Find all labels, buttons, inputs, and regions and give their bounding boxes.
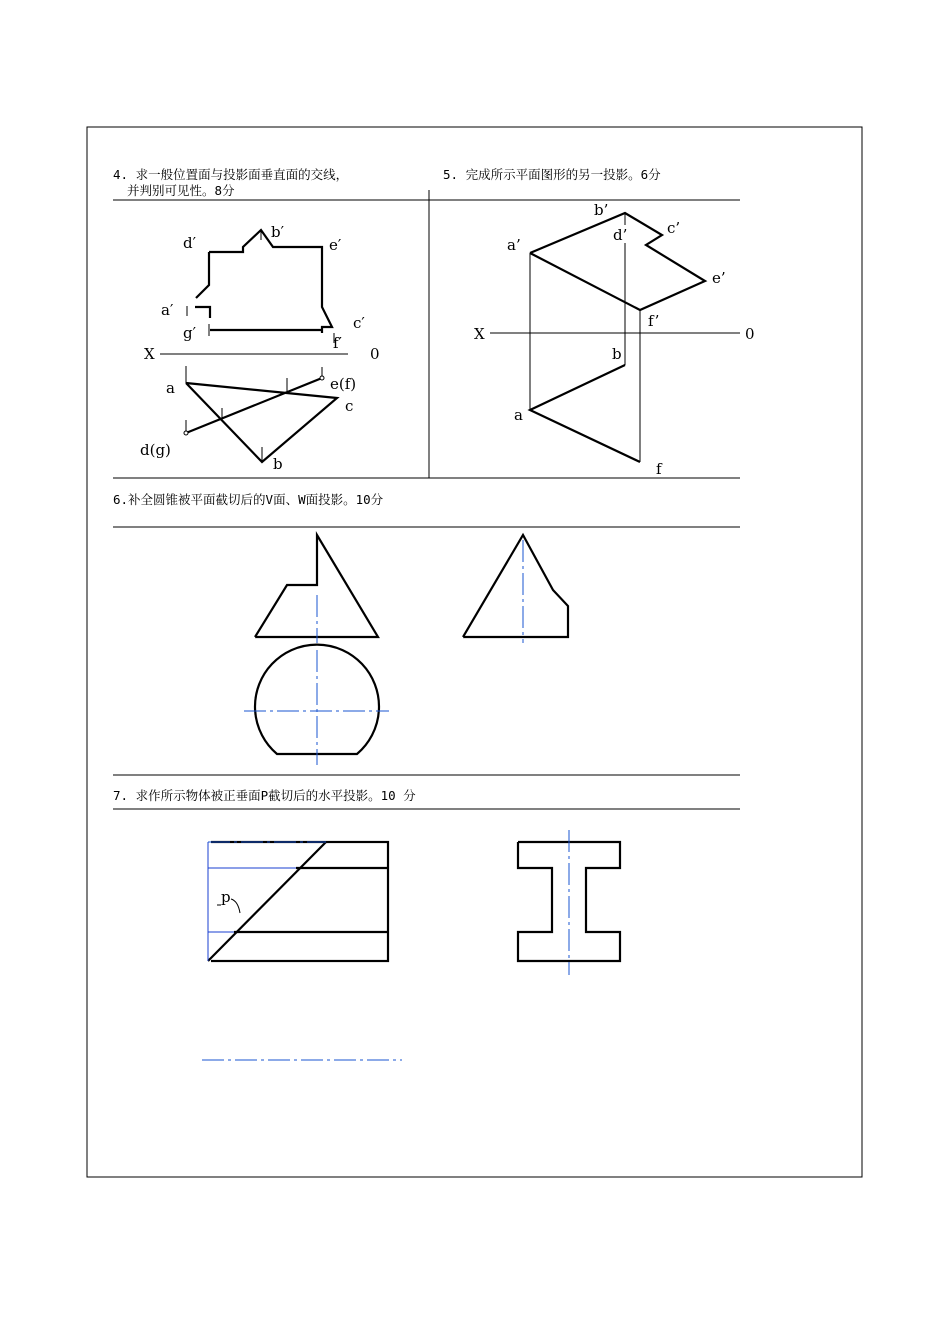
q5-title: 5. 完成所示平面图形的另一投影。6分 <box>443 167 661 182</box>
q4-label-b-prime: b′ <box>271 223 285 241</box>
q4-label-f-prime: f′ <box>333 334 342 352</box>
q4-label-a: a <box>166 379 175 397</box>
q5-label-f: f <box>656 460 662 478</box>
q4-label-ef: e(f) <box>330 375 357 393</box>
q4-label-c: c <box>345 397 354 415</box>
q4-v-outline-main <box>209 230 332 333</box>
q4-label-e-prime: e′ <box>329 236 342 254</box>
q6-side-view <box>463 535 568 637</box>
q4-label-x: X <box>144 345 155 363</box>
q7-title: 7. 求作所示物体被正垂面P截切后的水平投影。10 分 <box>113 788 416 803</box>
q6-diagram <box>244 535 568 765</box>
q4-label-d-prime: d′ <box>183 234 197 252</box>
q5-label-f-prime: f’ <box>648 312 660 330</box>
q5-label-d-prime: d’ <box>613 226 628 244</box>
q6-title: 6.补全圆锥被平面截切后的V面、W面投影。10分 <box>113 492 384 507</box>
q5-label-a: a <box>514 406 523 424</box>
q4-v-outline-left <box>196 252 209 298</box>
q5-h-outline <box>530 365 640 462</box>
q5-label-c-prime: c’ <box>667 219 681 237</box>
q4-subtitle: 并判别可见性。8分 <box>127 183 235 198</box>
q4-h-point-e <box>320 376 324 380</box>
q5-label-o: 0 <box>745 325 755 343</box>
q4-h-point-d <box>184 431 188 435</box>
q4-v-outline-a-notch <box>195 307 210 318</box>
q7-label-p-leader <box>231 899 240 913</box>
q5-label-a-prime: a’ <box>507 236 521 254</box>
q7-diagram <box>202 830 620 1060</box>
q7-label-p: p <box>221 888 231 906</box>
q4-label-a-prime: a′ <box>161 301 174 319</box>
q4-title: 4. 求一般位置面与投影面垂直面的交线， <box>113 167 349 182</box>
q4-label-c-prime: c′ <box>353 314 365 332</box>
q5-label-b-prime: b’ <box>594 201 609 219</box>
q4-label-g-prime: g′ <box>183 324 197 342</box>
q4-diagram <box>140 223 380 473</box>
q4-label-b: b <box>273 455 283 473</box>
q5-diagram <box>474 201 755 478</box>
q4-label-dg: d(g) <box>140 441 171 459</box>
page-border <box>87 127 862 1177</box>
q5-label-b: b <box>612 345 622 363</box>
q5-label-x: X <box>474 325 485 343</box>
q5-label-e-prime: e’ <box>712 269 726 287</box>
q4-label-o: 0 <box>370 345 380 363</box>
